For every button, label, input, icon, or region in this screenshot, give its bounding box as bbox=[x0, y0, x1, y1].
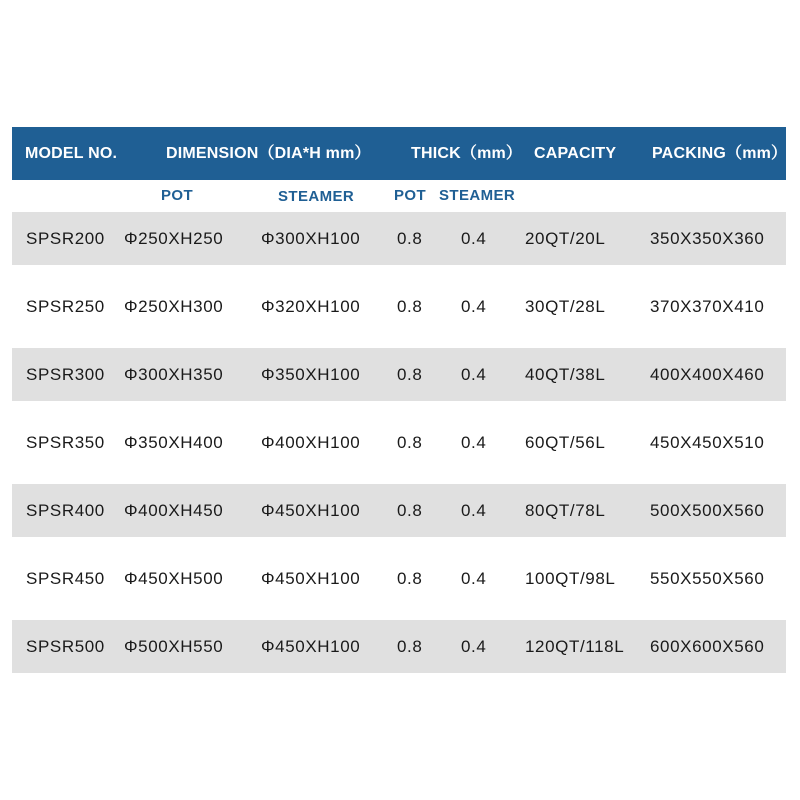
cell-steamer-dimension: Φ400XH100 bbox=[261, 433, 361, 452]
table-row bbox=[12, 212, 786, 265]
cell-packing: 370X370X410 bbox=[650, 297, 765, 316]
cell-capacity: 60QT/56L bbox=[525, 433, 606, 452]
table-row bbox=[12, 280, 786, 333]
cell-packing: 550X550X560 bbox=[650, 569, 765, 588]
subheader-pot: POT bbox=[161, 187, 194, 204]
cell-thick-pot: 0.8 bbox=[397, 569, 423, 588]
cell-model: SPSR250 bbox=[26, 297, 105, 316]
cell-capacity: 100QT/98L bbox=[525, 569, 616, 588]
table-row bbox=[12, 348, 786, 401]
cell-pot-dimension: Φ450XH500 bbox=[124, 569, 224, 588]
cell-packing: 450X450X510 bbox=[650, 433, 765, 452]
cell-steamer-dimension: Φ320XH100 bbox=[261, 297, 361, 316]
cell-thick-steamer: 0.4 bbox=[461, 229, 487, 248]
cell-model: SPSR200 bbox=[26, 229, 105, 248]
cell-model: SPSR450 bbox=[26, 569, 105, 588]
table-row bbox=[12, 552, 786, 605]
header-model: MODEL NO. bbox=[25, 145, 118, 162]
header-thick: THICK（mm） bbox=[411, 145, 523, 162]
table-header bbox=[12, 127, 786, 180]
cell-model: SPSR400 bbox=[26, 501, 105, 520]
table-row bbox=[12, 484, 786, 537]
cell-model: SPSR350 bbox=[26, 433, 105, 452]
cell-thick-pot: 0.8 bbox=[397, 229, 423, 248]
cell-model: SPSR500 bbox=[26, 637, 105, 656]
cell-packing: 600X600X560 bbox=[650, 637, 765, 656]
cell-pot-dimension: Φ250XH250 bbox=[124, 229, 224, 248]
subheader-thick-steamer: STEAMER bbox=[439, 187, 516, 204]
cell-pot-dimension: Φ500XH550 bbox=[124, 637, 224, 656]
cell-packing: 400X400X460 bbox=[650, 365, 765, 384]
cell-capacity: 120QT/118L bbox=[525, 637, 625, 656]
cell-thick-steamer: 0.4 bbox=[461, 569, 487, 588]
table-row bbox=[12, 620, 786, 673]
header-capacity: CAPACITY bbox=[534, 145, 617, 162]
cell-thick-steamer: 0.4 bbox=[461, 297, 487, 316]
cell-thick-pot: 0.8 bbox=[397, 365, 423, 384]
cell-steamer-dimension: Φ350XH100 bbox=[261, 365, 361, 384]
cell-steamer-dimension: Φ450XH100 bbox=[261, 569, 361, 588]
cell-thick-pot: 0.8 bbox=[397, 297, 423, 316]
cell-thick-steamer: 0.4 bbox=[461, 637, 487, 656]
cell-capacity: 20QT/20L bbox=[525, 229, 606, 248]
cell-thick-pot: 0.8 bbox=[397, 501, 423, 520]
cell-pot-dimension: Φ250XH300 bbox=[124, 297, 224, 316]
cell-packing: 350X350X360 bbox=[650, 229, 765, 248]
cell-pot-dimension: Φ350XH400 bbox=[124, 433, 224, 452]
cell-steamer-dimension: Φ450XH100 bbox=[261, 501, 361, 520]
subheader-steamer: STEAMER bbox=[278, 188, 355, 205]
cell-packing: 500X500X560 bbox=[650, 501, 765, 520]
cell-model: SPSR300 bbox=[26, 365, 105, 384]
cell-capacity: 40QT/38L bbox=[525, 365, 606, 384]
cell-steamer-dimension: Φ450XH100 bbox=[261, 637, 361, 656]
cell-steamer-dimension: Φ300XH100 bbox=[261, 229, 361, 248]
cell-thick-steamer: 0.4 bbox=[461, 433, 487, 452]
cell-thick-pot: 0.8 bbox=[397, 637, 423, 656]
header-dimension: DIMENSION（DIA*H mm） bbox=[166, 145, 371, 162]
cell-pot-dimension: Φ400XH450 bbox=[124, 501, 224, 520]
cell-capacity: 80QT/78L bbox=[525, 501, 606, 520]
cell-pot-dimension: Φ300XH350 bbox=[124, 365, 224, 384]
cell-thick-pot: 0.8 bbox=[397, 433, 423, 452]
table-row bbox=[12, 416, 786, 469]
cell-capacity: 30QT/28L bbox=[525, 297, 606, 316]
cell-thick-steamer: 0.4 bbox=[461, 501, 487, 520]
cell-thick-steamer: 0.4 bbox=[461, 365, 487, 384]
subheader-thick-pot: POT bbox=[394, 187, 427, 204]
header-packing: PACKING（mm） bbox=[652, 145, 788, 162]
